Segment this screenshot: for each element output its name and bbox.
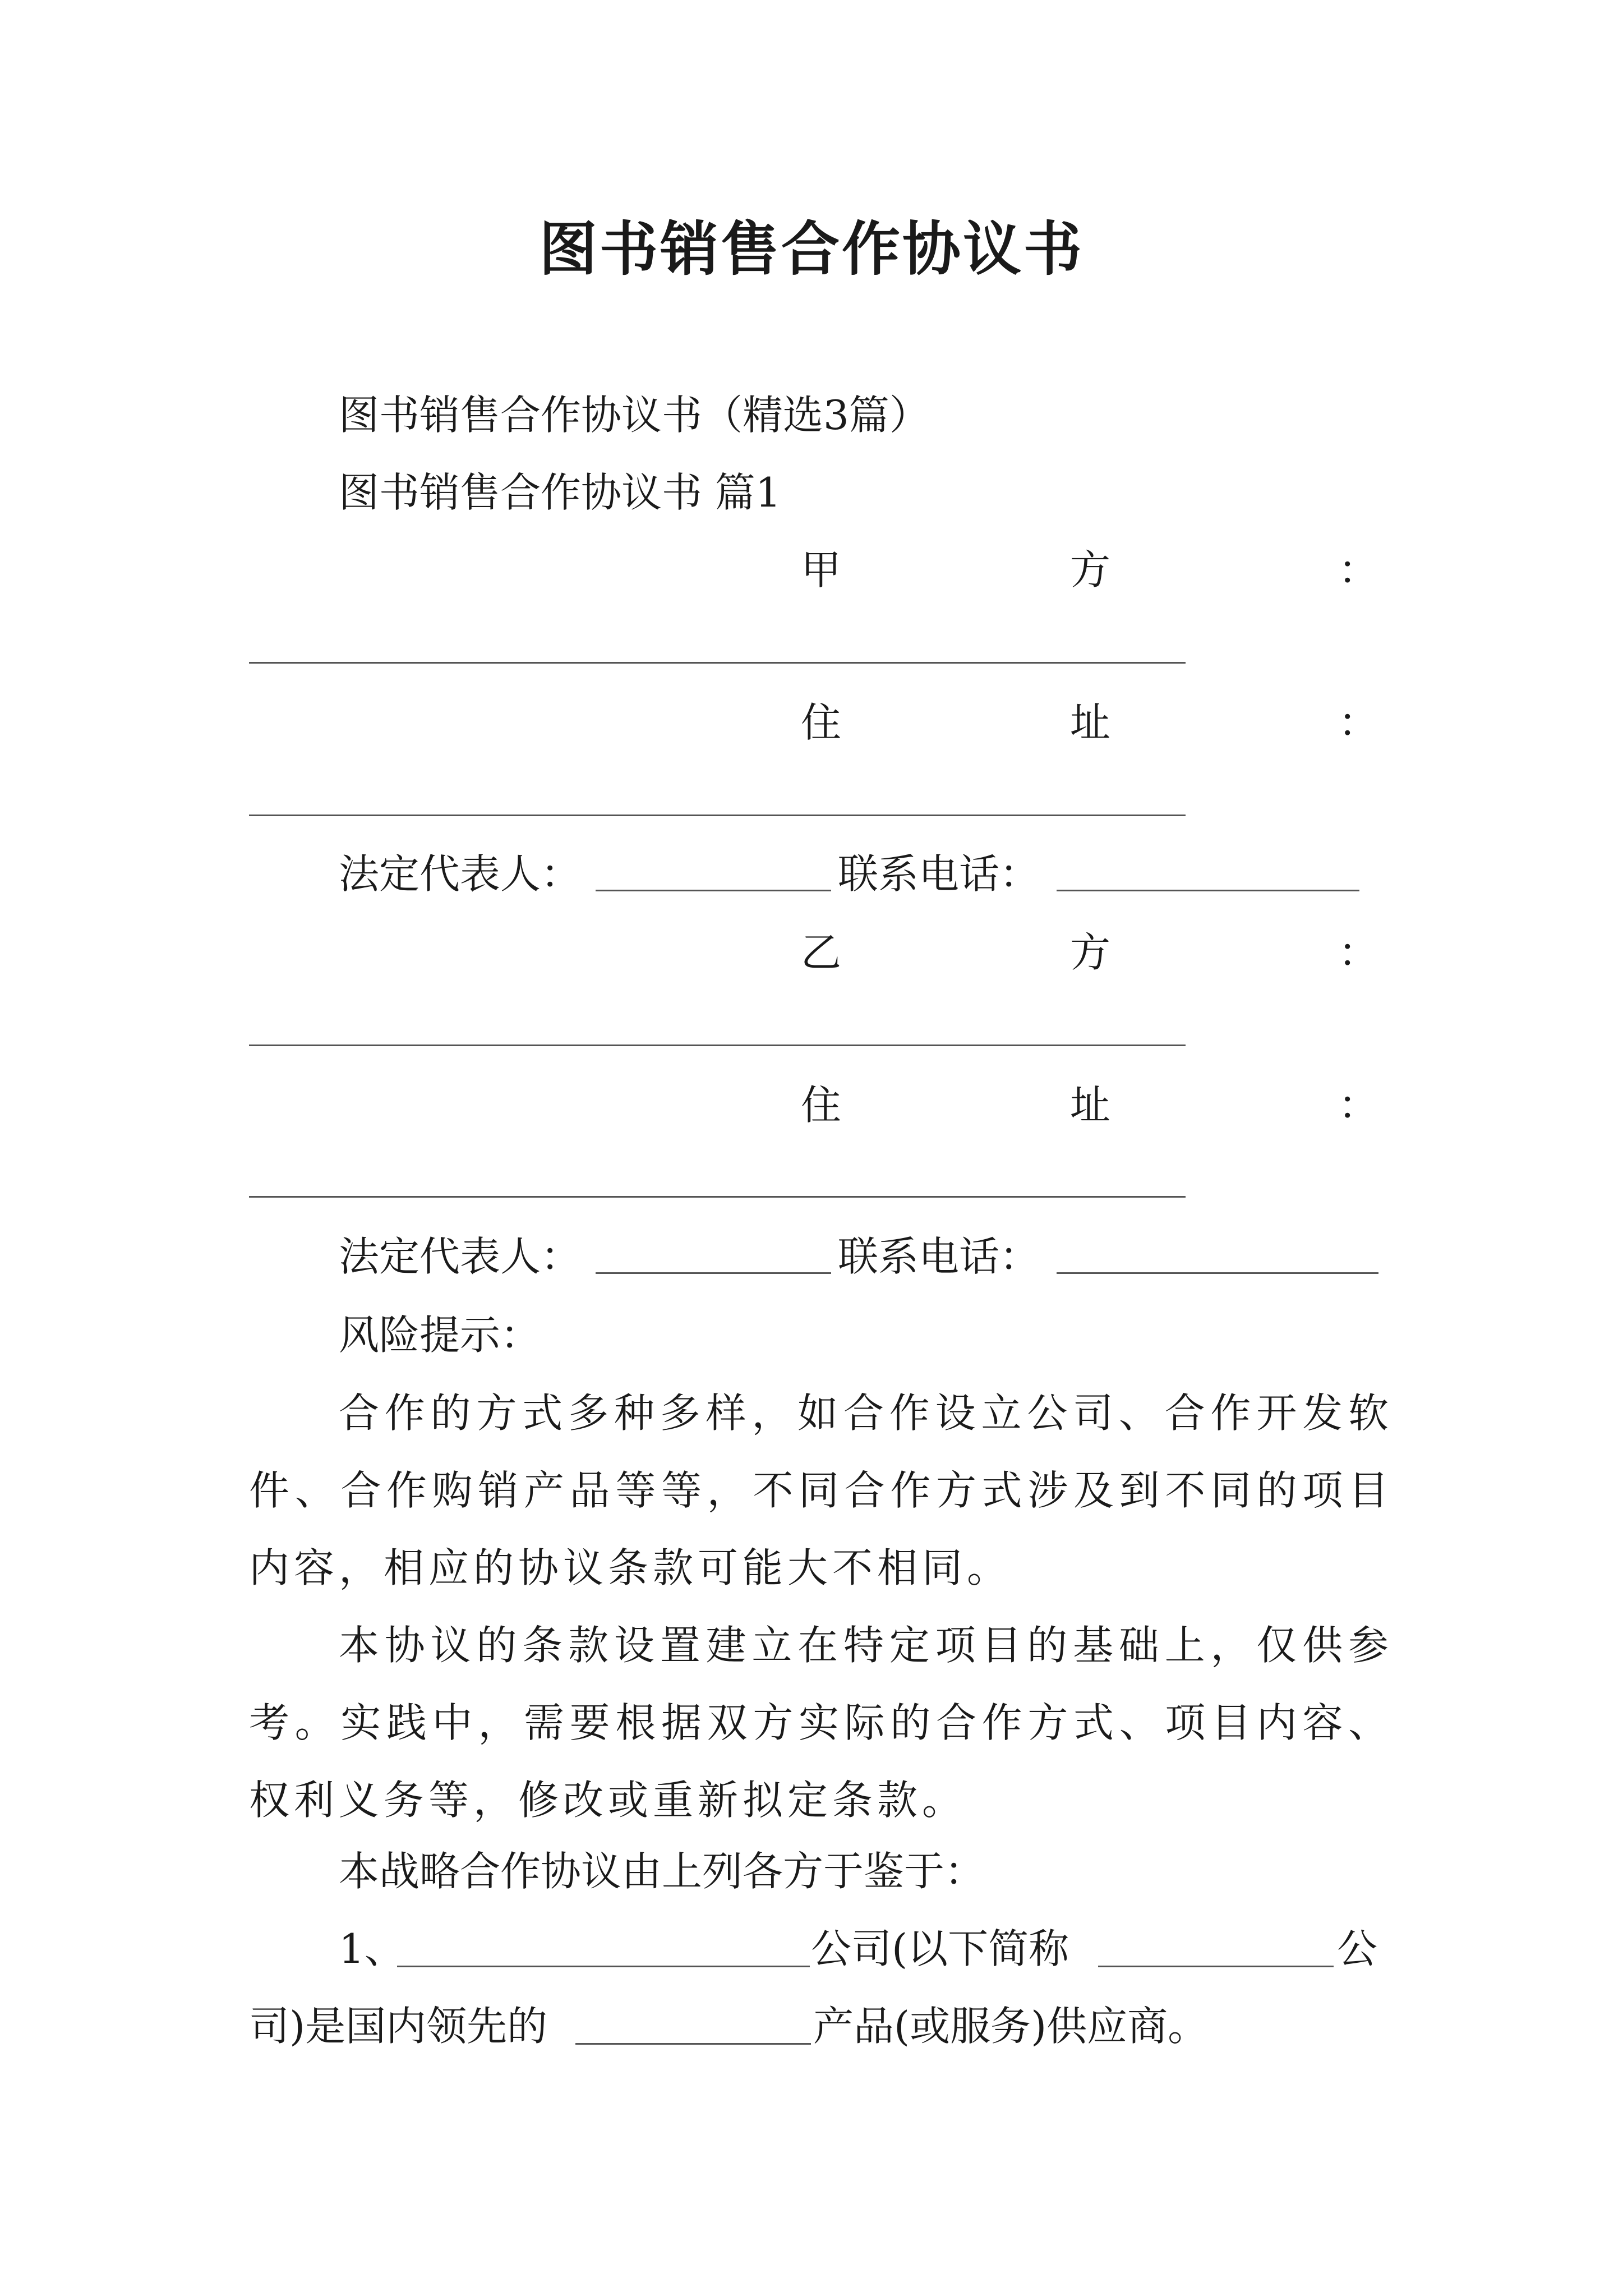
party-b-rep-label: 法定代表人：	[339, 1233, 582, 1280]
party-b-address-colon: ：	[1338, 1082, 1379, 1129]
party-b-address-label-1: 住	[801, 1082, 842, 1129]
party-a-label-1: 甲	[801, 546, 842, 593]
party-a-rep-label: 法定代表人：	[339, 850, 582, 898]
risk-paragraph-1: 合作的方式多种多样，如合作设立公司、合作开发软件、合作购销产品等等，不同合作方式涉及到不同的项目内容，相应的协议条款可能大不相同。	[249, 1389, 1393, 1591]
party-b-phone-label: 联系电话：	[838, 1233, 1040, 1280]
party-b-label-1: 乙	[801, 929, 842, 976]
party-a-phone-blank[interactable]	[1057, 890, 1359, 891]
party-a-address-label-1: 住	[801, 699, 842, 746]
party-b-colon: ：	[1338, 929, 1379, 976]
party-a-name-blank[interactable]	[249, 662, 1186, 664]
agreement-intro: 本战略合作协议由上列各方于鉴于：	[339, 1848, 985, 1895]
document-title: 图书销售合作协议书	[538, 214, 1084, 283]
risk-heading: 风险提示：	[339, 1312, 541, 1359]
item-1-prefix: 1、	[339, 1925, 405, 1972]
item-1-line2-end: 产品(或服务)供应商。	[813, 2003, 1209, 2050]
party-b-rep-blank[interactable]	[596, 1272, 831, 1274]
item-1-end: 公	[1337, 1925, 1378, 1972]
item-1-company-blank[interactable]	[397, 1966, 810, 1967]
item-1-middle: 公司(以下简称	[811, 1925, 1069, 1972]
party-a-address-label-2: 址	[1070, 699, 1111, 746]
chapter-heading: 图书销售合作协议书 篇1	[339, 469, 781, 516]
document-subtitle: 图书销售合作协议书（精选3篇）	[339, 392, 930, 439]
item-1-short-name-blank[interactable]	[1098, 1966, 1334, 1967]
party-b-label-2: 方	[1070, 929, 1111, 976]
item-1-line2-start: 司)是国内领先的	[249, 2003, 548, 2050]
party-a-rep-blank[interactable]	[596, 890, 831, 891]
party-b-name-blank[interactable]	[249, 1045, 1186, 1046]
risk-paragraph-2: 本协议的条款设置建立在特定项目的基础上，仅供参考。实践中，需要根据双方实际的合作方式、项目内容、权利义务等，修改或重新拟定条款。	[249, 1622, 1393, 1824]
party-b-address-label-2: 址	[1070, 1082, 1111, 1129]
party-b-phone-blank[interactable]	[1057, 1272, 1378, 1274]
party-b-address-blank[interactable]	[249, 1196, 1186, 1198]
party-a-phone-label: 联系电话：	[838, 850, 1040, 898]
party-a-address-colon: ：	[1338, 699, 1379, 746]
item-1-product-blank[interactable]	[575, 2043, 811, 2045]
party-a-label-2: 方	[1070, 546, 1111, 593]
party-a-colon: ：	[1338, 546, 1379, 593]
party-a-address-blank[interactable]	[249, 815, 1186, 816]
